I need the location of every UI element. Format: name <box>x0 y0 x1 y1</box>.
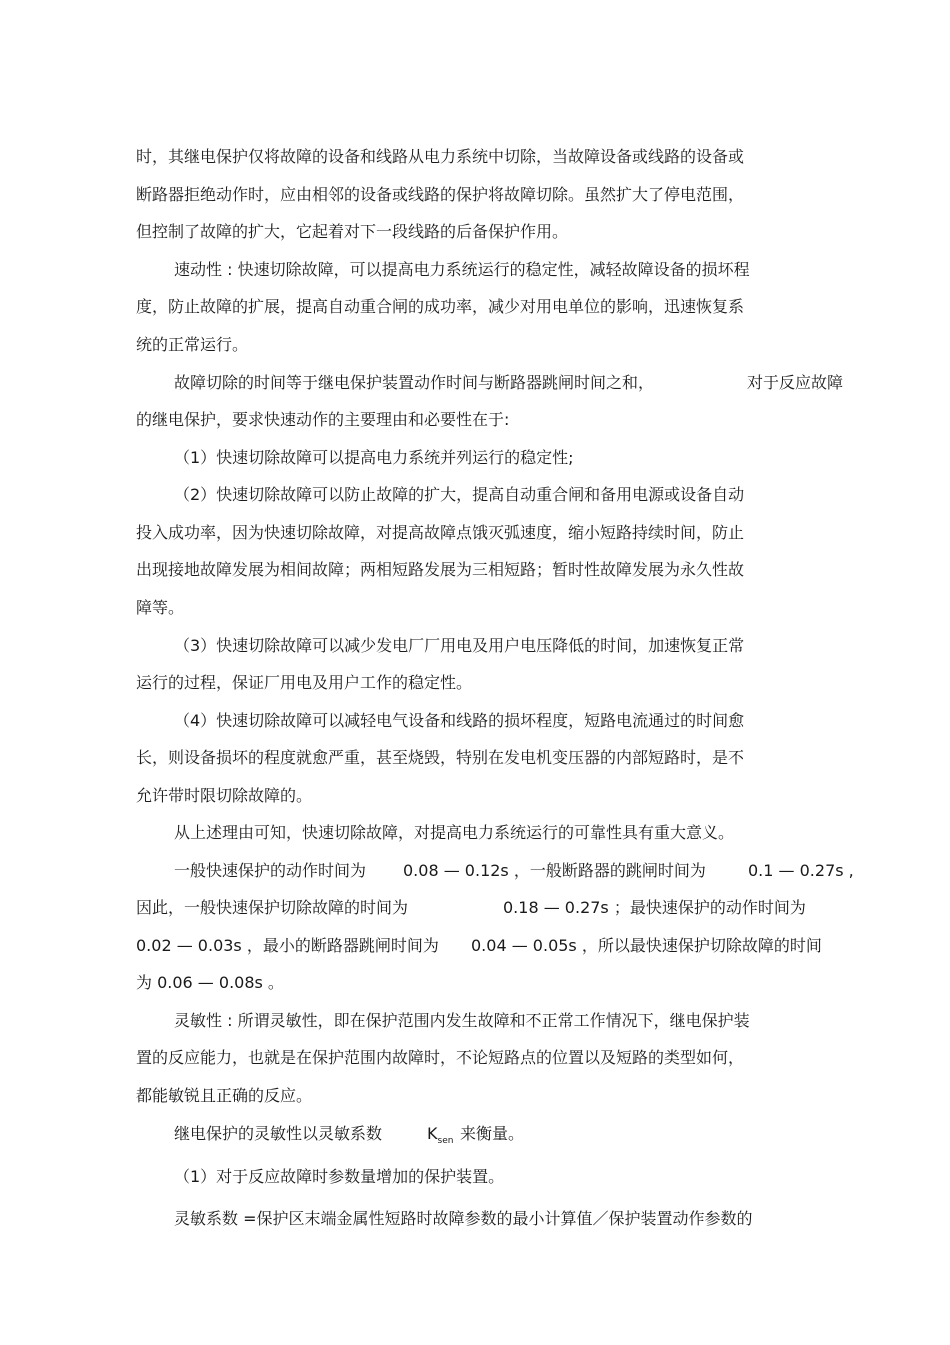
paragraph-line: 统的正常运行。 <box>136 335 249 354</box>
paragraph-line: 对于反应故障 <box>747 373 844 392</box>
paragraph-line: 来衡量。 <box>460 1124 525 1143</box>
paragraph-line: （4）快速切除故障可以减轻电气设备和线路的损坏程度，短路电流通过的时间愈 <box>174 711 745 730</box>
paragraph-line: 但控制了故障的扩大，它起着对下一段线路的后备保护作用。 <box>136 222 569 241</box>
paragraph-line: （1）快速切除故障可以提高电力系统并列运行的稳定性; <box>174 448 574 467</box>
paragraph-line: （1）对于反应故障时参数量增加的保护装置。 <box>174 1167 505 1186</box>
paragraph-line: 的继电保护，要求快速动作的主要理由和必要性在于: <box>136 410 510 429</box>
paragraph-line: 置的反应能力，也就是在保护范围内故障时，不论短路点的位置以及短路的类型如何， <box>136 1048 745 1067</box>
paragraph-line: 0.08 — 0.12s ，一般断路器的跳闸时间为 <box>403 861 706 880</box>
paragraph-line: 灵敏系数 =保护区末端金属性短路时故障参数的最小计算值／保护装置动作参数的 <box>174 1209 753 1228</box>
paragraph-line: 灵敏性 : 所谓灵敏性，即在保护范围内发生故障和不正常工作情况下，继电保护装 <box>174 1011 750 1030</box>
paragraph-line: 时，其继电保护仅将故障的设备和线路从电力系统中切除，当故障设备或线路的设备或 <box>136 147 745 166</box>
paragraph-line: 障等。 <box>136 598 185 617</box>
symbol-subscript: sen <box>437 1136 454 1146</box>
paragraph-line: 度，防止故障的扩展，提高自动重合闸的成功率，减少对用电单位的影响，迅速恢复系 <box>136 297 745 316</box>
paragraph-line: 从上述理由可知，快速切除故障，对提高电力系统运行的可靠性具有重大意义。 <box>174 823 735 842</box>
paragraph-line: 0.1 — 0.27s , <box>748 861 854 880</box>
symbol-k: K <box>427 1124 438 1143</box>
paragraph-line: 断路器拒绝动作时，应由相邻的设备或线路的保护将故障切除。虽然扩大了停电范围， <box>136 185 745 204</box>
paragraph-line: 出现接地故障发展为相间故障；两相短路发展为三相短路；暂时性故障发展为永久性故 <box>136 560 745 579</box>
paragraph-line: 都能敏锐且正确的反应。 <box>136 1086 313 1105</box>
symbol-k-sen <box>427 1124 453 1151</box>
paragraph-line: 0.04 — 0.05s ，所以最快速保护切除故障的时间 <box>471 936 822 955</box>
paragraph-line: 运行的过程，保证厂用电及用户工作的稳定性。 <box>136 673 473 692</box>
paragraph-line: （2）快速切除故障可以防止故障的扩大，提高自动重合闸和备用电源或设备自动 <box>174 485 745 504</box>
paragraph-line: 为 0.06 — 0.08s 。 <box>136 973 284 992</box>
paragraph-line: 因此，一般快速保护切除故障的时间为 <box>136 898 409 917</box>
paragraph-line: 允许带时限切除故障的。 <box>136 786 313 805</box>
paragraph-line: （3）快速切除故障可以减少发电厂厂用电及用户电压降低的时间，加速恢复正常 <box>174 636 745 655</box>
paragraph-line: 0.02 — 0.03s ，最小的断路器跳闸时间为 <box>136 936 439 955</box>
paragraph-line: 0.18 — 0.27s ；最快速保护的动作时间为 <box>503 898 806 917</box>
paragraph-line: 长，则设备损坏的程度就愈严重，甚至烧毁，特别在发电机变压器的内部短路时，是不 <box>136 748 745 767</box>
paragraph-line: 一般快速保护的动作时间为 <box>174 861 367 880</box>
paragraph-line: 投入成功率，因为快速切除故障，对提高故障点饿灭弧速度，缩小短路持续时间，防止 <box>136 523 745 542</box>
paragraph-line: 速动性 : 快速切除故障，可以提高电力系统运行的稳定性，减轻故障设备的损坏程 <box>174 260 750 279</box>
paragraph-line: 继电保护的灵敏性以灵敏系数 <box>174 1124 383 1143</box>
paragraph-line: 故障切除的时间等于继电保护装置动作时间与断路器跳闸时间之和， <box>174 373 655 392</box>
